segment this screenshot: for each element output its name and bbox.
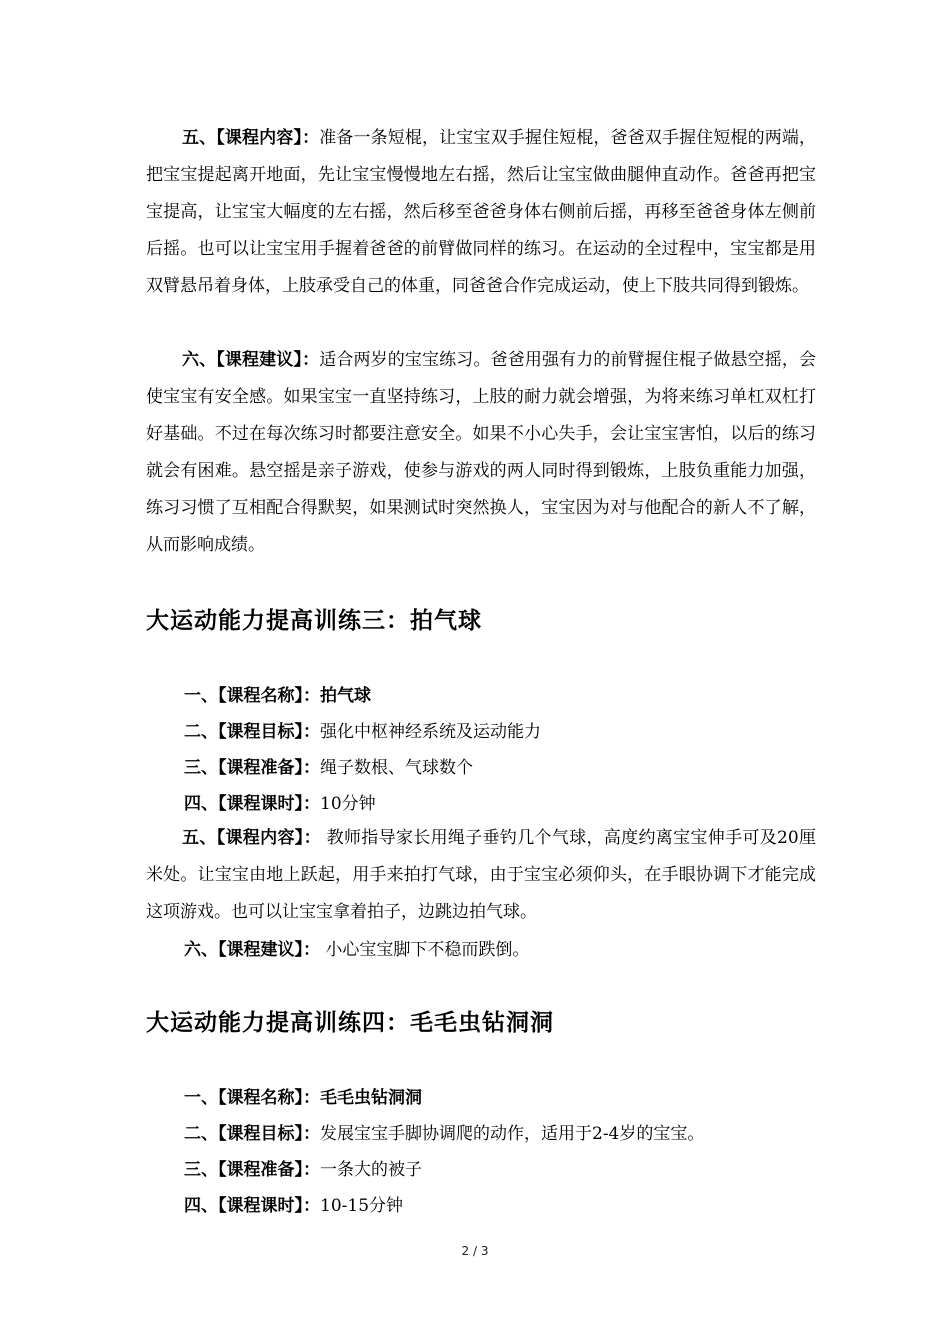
section3-advice-paragraph — [184, 937, 529, 963]
item-value: 毛毛虫钻洞洞 — [320, 1088, 422, 1108]
page-number: 2 / 3 — [461, 1244, 489, 1258]
section2-advice-text: 适合两岁的宝宝练习。爸爸用强有力的前臂握住棍子做悬空摇，会使宝宝有安全感。如果宝宝一直坚持练习，上肢的耐力就会增强，为将来练习单杠双杠打好基础。不过在每次练习时都要注意安全。如果不小心失手，会让宝宝害怕，以后的练习就会有困难。悬空摇是亲子游戏，使参与游戏的两人同时得到锻炼，上肢负重能力加强，练习习惯了互相配合得默契，如果测试时突然换人，宝宝因为对与他配合的新人不了解，从而影响成绩。 — [146, 350, 817, 555]
section3-content-paragraph — [146, 820, 816, 931]
section4-heading: 大运动能力提高训练四：毛毛虫钻洞洞 — [146, 1010, 554, 1036]
item-label: 四、【课程课时】： — [184, 794, 320, 814]
item-label: 一、【课程名称】： — [184, 686, 320, 706]
section3-item-goal — [184, 719, 541, 745]
section3-content-label: 五、【课程内容】： — [182, 828, 321, 848]
section3-advice-text: 小心宝宝脚下不稳而跌倒。 — [320, 940, 530, 960]
item-label: 三、【课程准备】： — [184, 1160, 320, 1180]
section4-item-duration — [184, 1193, 403, 1219]
section3-heading: 大运动能力提高训练三：拍气球 — [146, 608, 482, 634]
section3-item-prep — [184, 755, 473, 781]
item-value: 一条大的被子 — [320, 1160, 422, 1180]
section3-item-duration — [184, 791, 376, 817]
item-label: 四、【课程课时】： — [184, 1196, 320, 1216]
item-value: 10-15分钟 — [320, 1196, 404, 1216]
item-label: 二、【课程目标】： — [184, 722, 320, 742]
section2-advice-paragraph — [146, 342, 816, 564]
item-label: 一、【课程名称】： — [184, 1088, 320, 1108]
item-value: 绳子数根、气球数个 — [320, 758, 473, 778]
item-value: 强化中枢神经系统及运动能力 — [320, 722, 541, 742]
section2-advice-label: 六、【课程建议】： — [182, 350, 320, 370]
item-value: 10分钟 — [320, 794, 376, 814]
section4-item-goal — [184, 1121, 704, 1147]
section4-item-prep — [184, 1157, 422, 1183]
section4-item-name — [184, 1085, 422, 1111]
section2-content-paragraph — [146, 120, 816, 305]
section3-advice-label: 六、【课程建议】： — [184, 940, 320, 960]
section2-content-text: 准备一条短棍，让宝宝双手握住短棍，爸爸双手握住短棍的两端，把宝宝提起离开地面，先让宝宝慢慢地左右摇，然后让宝宝做曲腿伸直动作。爸爸再把宝宝提高，让宝宝大幅度的左右摇，然后移至爸爸身体右侧前后摇，再移至爸爸身体左侧前后摇。也可以让宝宝用手握着爸爸的前臂做同样的练习。在运动的全过程中，宝宝都是用双臂悬吊着身体，上肢承受自己的体重，同爸爸合作完成运动，使上下肢共同得到锻炼。 — [146, 128, 817, 296]
section2-content-label: 五、【课程内容】： — [182, 128, 320, 148]
item-value: 发展宝宝手脚协调爬的动作，适用于2-4岁的宝宝。 — [320, 1124, 705, 1144]
section3-item-name — [184, 683, 371, 709]
item-label: 三、【课程准备】： — [184, 758, 320, 778]
item-label: 二、【课程目标】： — [184, 1124, 320, 1144]
section3-content-text: 教师指导家长用绳子垂钓几个气球，高度约离宝宝伸手可及20厘米处。让宝宝由地上跃起，用手来拍打气球，由于宝宝必须仰头，在手眼协调下才能完成这项游戏。也可以让宝宝拿着拍子，边跳边拍气球。 — [146, 828, 817, 922]
item-value: 拍气球 — [320, 686, 371, 706]
